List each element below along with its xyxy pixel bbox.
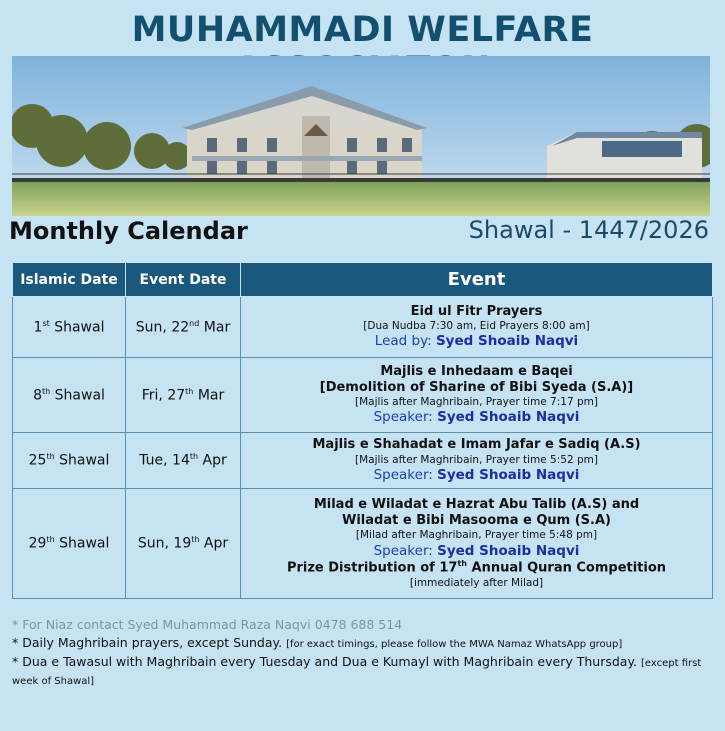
event-title: Majlis e Shahadat e Imam Jafar e Sadiq (A.S) (312, 437, 641, 453)
date-month: Mar (197, 387, 225, 404)
speaker-label: Speaker: (373, 466, 433, 483)
page-title: MUHAMMADI WELFARE (131, 10, 594, 50)
event-speaker (245, 467, 708, 484)
weekday: Sun, (135, 319, 167, 336)
table-row (13, 433, 713, 489)
mosque-building-photo (12, 56, 710, 216)
islamic-day: 8 (33, 387, 42, 404)
islamic-date-cell (13, 358, 126, 433)
speaker-label: Speaker: (373, 542, 433, 559)
event-title: Eid ul Fitr Prayers (410, 303, 543, 319)
date-day-suffix: nd (189, 318, 200, 328)
event-detail: [Milad after Maghribain, Prayer time 5:48 pm] (355, 529, 598, 542)
islamic-day: 29 (28, 535, 47, 552)
islamic-day: 1 (33, 319, 43, 336)
event-detail: [Majlis after Maghribain, Prayer time 5:52 pm] (355, 453, 598, 466)
col-event-date: Event Date (126, 263, 241, 297)
islamic-month: Shawal (54, 319, 105, 336)
date-day-suffix: th (191, 535, 200, 545)
event-date-cell (126, 297, 241, 358)
date-day: 19 (173, 535, 192, 552)
islamic-date-cell (13, 297, 126, 358)
table-row (13, 297, 713, 358)
event-date-cell (126, 489, 241, 599)
event-date-cell (126, 433, 241, 489)
islamic-month: Shawal (54, 387, 105, 404)
date-day: 22 (171, 319, 190, 336)
event-date-cell (126, 358, 241, 433)
event-title: [Demolition of Sharine of Bibi Syeda (S.A)] (319, 380, 634, 395)
event-speaker (245, 333, 708, 350)
islamic-month: Shawal (59, 452, 110, 469)
islamic-day-suffix: th (46, 535, 55, 545)
weekday: Tue, (139, 452, 168, 469)
islamic-date-cell (13, 489, 126, 599)
prize-sup: th (457, 559, 467, 569)
date-month: Apr (202, 452, 227, 469)
event-title: Wiladat e Bibi Masooma e Qum (S.A) (342, 513, 611, 529)
date-day: 27 (167, 387, 186, 404)
event-cell (241, 433, 713, 489)
date-day-suffix: th (189, 452, 199, 462)
daily-prayers-note (12, 634, 712, 653)
event-detail: [immediately after Milad] (409, 576, 544, 589)
weekday: Sun, (137, 535, 169, 552)
event-table (12, 262, 713, 599)
col-islamic-date: Islamic Date (13, 263, 126, 297)
calendar-month: Shawal - 1447/2026 (468, 216, 709, 244)
event-title: Milad e Wiladat e Hazrat Abu Talib (A.S) and (313, 496, 640, 512)
prize-text-pre: Prize Distribution of 17 (286, 560, 458, 576)
islamic-month: Shawal (59, 535, 110, 552)
islamic-day-suffix: st (42, 318, 50, 328)
daily-prayers-text: * Daily Maghribain prayers, except Sunday. (12, 635, 283, 651)
dua-text: * Dua e Tawasul with Maghribain every Tuesday and Dua e Kumayl with Maghribain every Thursday. (12, 653, 638, 669)
col-event: Event (241, 263, 713, 297)
date-day-suffix: th (185, 386, 194, 396)
table-row (13, 489, 713, 599)
footnotes (12, 616, 712, 690)
speaker-name: Syed Shoaib Naqvi (437, 409, 580, 426)
event-detail: [Dua Nudba 7:30 am, Eid Prayers 8:00 am] (363, 320, 590, 333)
event-detail: [Majlis after Maghribain, Prayer time 7:17 pm] (355, 396, 598, 409)
event-title: Majlis e Inhedaam e Baqei (380, 363, 573, 379)
event-speaker (245, 543, 708, 560)
niaz-note: * For Niaz contact Syed Muhammad Raza Naqvi 0478 688 514 (12, 617, 403, 632)
date-month: Mar (203, 319, 231, 336)
date-month: Apr (203, 535, 229, 552)
islamic-date-cell (13, 433, 126, 489)
event-speaker (245, 409, 708, 426)
calendar-heading: Monthly Calendar (9, 217, 248, 245)
islamic-day-suffix: th (46, 452, 55, 462)
table-header-row (13, 263, 713, 297)
prize-distribution (245, 559, 708, 577)
speaker-label: Speaker: (373, 409, 433, 426)
speaker-label: Lead by: (374, 333, 432, 350)
event-cell (241, 358, 713, 433)
weekday: Fri, (141, 387, 163, 404)
islamic-day-suffix: th (41, 386, 51, 396)
event-cell (241, 489, 713, 599)
prize-text-post: Annual Quran Competition (467, 560, 667, 576)
speaker-name: Syed Shoaib Naqvi (435, 333, 579, 350)
daily-prayers-small: [for exact timings, please follow the MWA Namaz WhatsApp group] (286, 639, 623, 651)
date-day: 14 (172, 452, 190, 469)
table-row (13, 358, 713, 433)
dua-small: [except first week of Shawal] (12, 657, 702, 688)
speaker-name: Syed Shoaib Naqvi (437, 542, 580, 559)
islamic-day: 25 (28, 452, 47, 469)
event-cell (241, 297, 713, 358)
dua-note (12, 653, 712, 690)
speaker-name: Syed Shoaib Naqvi (437, 466, 580, 483)
